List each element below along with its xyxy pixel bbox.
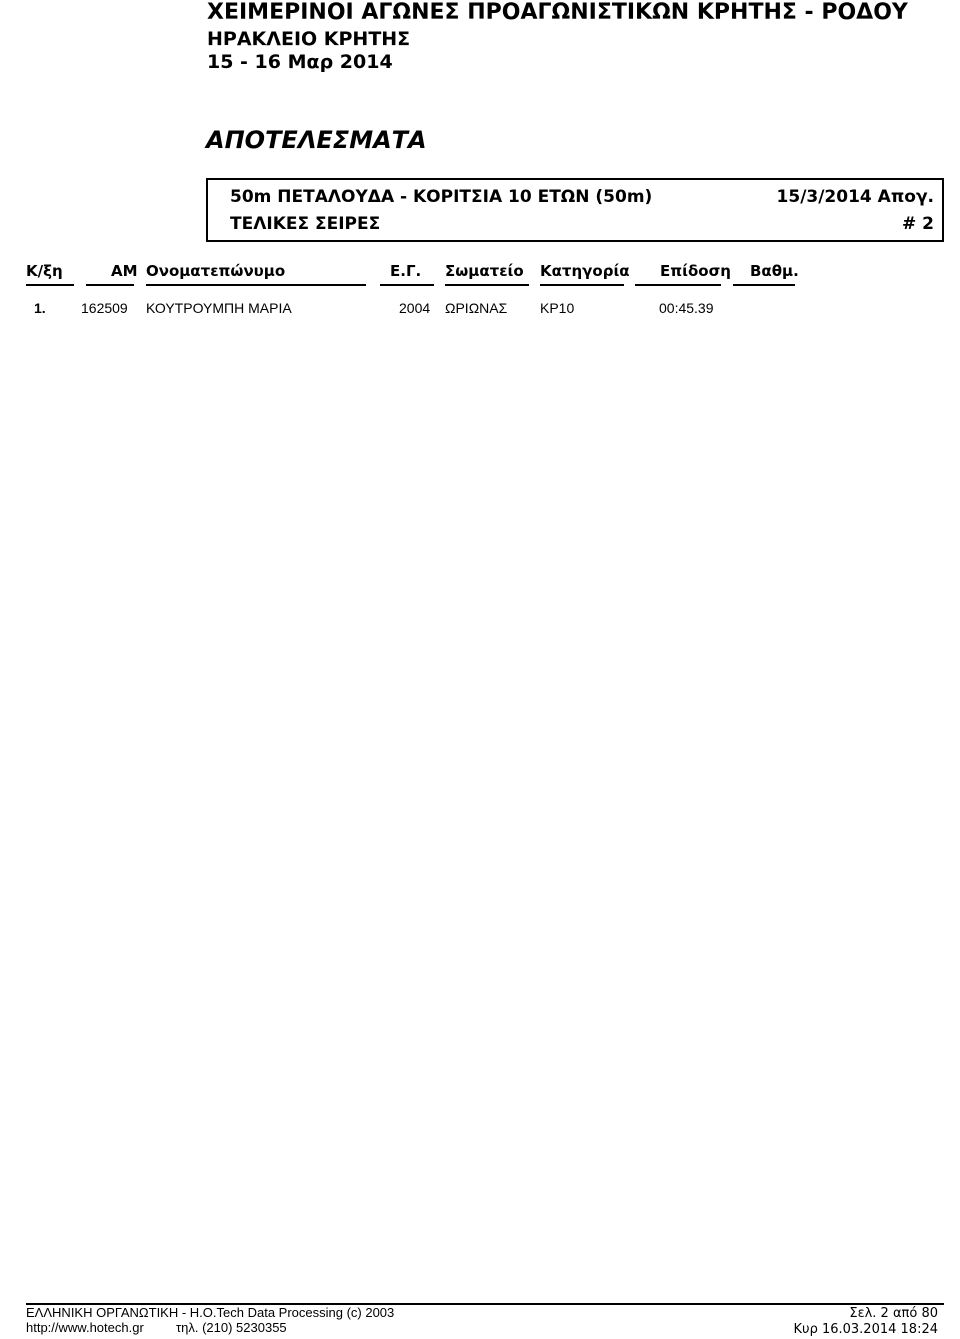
event-name: 50m ΠΕΤΑΛΟΥΔΑ - ΚΟΡΙΤΣΙΑ 10 ΕΤΩΝ (50m) [230, 187, 653, 207]
cell-am: 162509 [81, 300, 128, 316]
event-round: ΤΕΛΙΚΕΣ ΣΕΙΡΕΣ [230, 214, 381, 234]
cell-club: ΩΡΙΩΝΑΣ [445, 300, 508, 316]
event-date-session: 15/3/2014 Απογ. [776, 187, 934, 207]
underline-birth-year [380, 284, 434, 286]
cell-rank: 1. [34, 300, 46, 316]
footer-page-number: Σελ. 2 από 80 [849, 1306, 938, 1321]
column-header-name: Ονοματεπώνυμο [146, 262, 286, 280]
underline-rank [26, 284, 74, 286]
footer-phone: τηλ. (210) 5230355 [176, 1320, 287, 1335]
event-heat-number: # 2 [902, 214, 934, 234]
column-header-rank: Κ/ξη [26, 262, 63, 280]
footer-company: ΕΛΛΗΝΙΚΗ ΟΡΓΑΝΩΤΙΚΗ - Η.Ο.Tech Data Processing (c) 2003 [26, 1305, 395, 1320]
column-header-birth-year: Ε.Γ. [390, 262, 422, 280]
footer-print-timestamp: Κυρ 16.03.2014 18:24 [793, 1322, 938, 1337]
underline-points [733, 284, 795, 286]
competition-title: ΧΕΙΜΕΡΙΝΟΙ ΑΓΩΝΕΣ ΠΡΟΑΓΩΝΙΣΤΙΚΩΝ ΚΡΗΤΗΣ - ΡΟΔΟΥ [207, 0, 908, 25]
footer-website: http://www.hotech.gr [26, 1320, 144, 1335]
cell-category: ΚΡ10 [540, 300, 575, 316]
competition-dates: 15 - 16 Μαρ 2014 [207, 51, 393, 73]
cell-time: 00:45.39 [659, 300, 714, 316]
cell-birth-year: 2004 [399, 300, 431, 316]
underline-am [86, 284, 134, 286]
results-title: ΑΠΟΤΕΛΕΣΜΑΤΑ [206, 126, 427, 154]
column-header-category: Κατηγορία [540, 262, 630, 280]
event-box [206, 178, 944, 242]
column-header-am: ΑΜ [111, 262, 138, 280]
underline-category [540, 284, 624, 286]
competition-location: ΗΡΑΚΛΕΙΟ ΚΡΗΤΗΣ [207, 28, 411, 50]
column-header-club: Σωματείο [445, 262, 524, 280]
column-header-points: Βαθμ. [750, 262, 799, 280]
cell-name: ΚΟΥΤΡΟΥΜΠΗ ΜΑΡΙΑ [146, 300, 292, 316]
underline-time [635, 284, 721, 286]
underline-name [146, 284, 366, 286]
column-header-time: Επίδοση [660, 262, 731, 280]
underline-club [445, 284, 529, 286]
